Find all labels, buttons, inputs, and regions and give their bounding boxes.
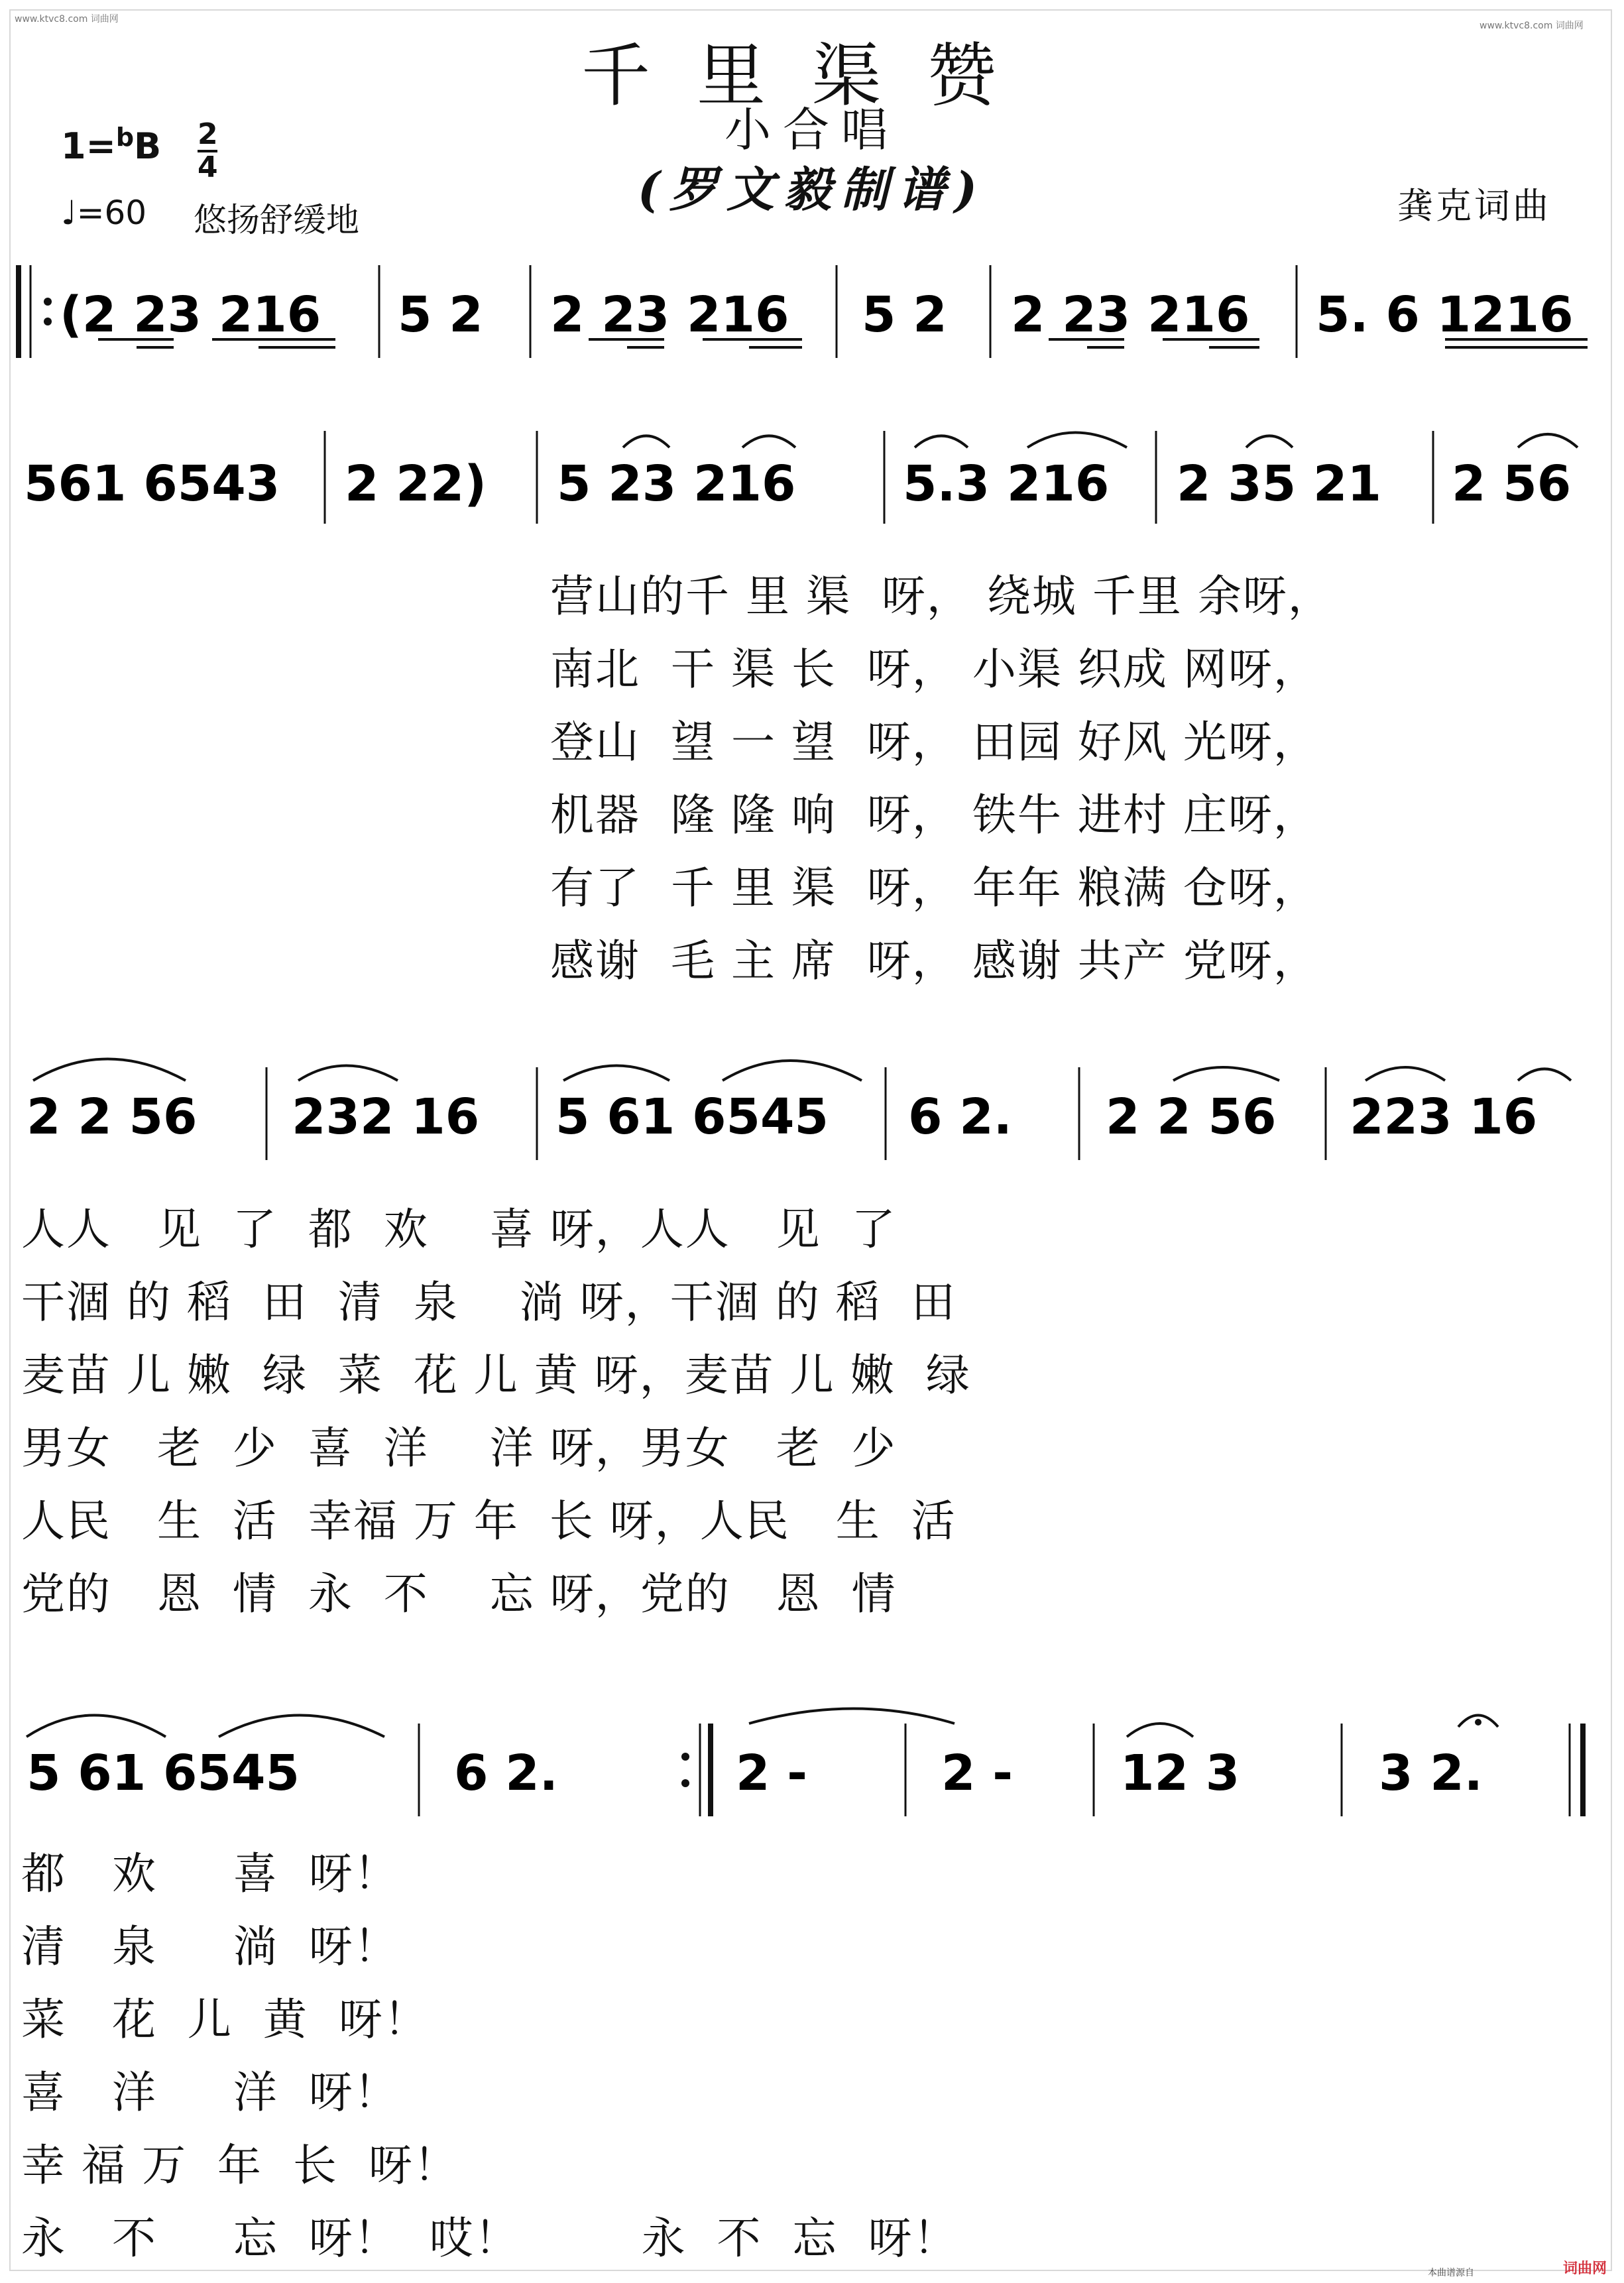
lyric-line: 干涸 的 稻 田 清 泉 淌 呀，干涸 的 稻 田 xyxy=(21,1277,957,1328)
measure-notes: 6 2. xyxy=(908,1088,1012,1145)
lyric-line: 幸 福 万 年 长 呀！ xyxy=(21,2140,459,2191)
arranger-credit: (罗文毅制谱) xyxy=(637,161,987,217)
source-note: 本曲谱源自 xyxy=(1428,2268,1474,2278)
meter-top: 2 xyxy=(198,117,218,151)
song-title: 千里渠赞 xyxy=(581,35,1043,116)
lyric-line: 感谢 毛 主 席 呀， 感谢 共产 党呀， xyxy=(550,935,1318,986)
site-url-left: www.ktvc8.com 词曲网 xyxy=(15,14,119,25)
measure-notes: 232 16 xyxy=(292,1088,480,1145)
key-prefix: 1= xyxy=(61,125,116,167)
repeat-dot xyxy=(44,298,52,306)
lyric-line: 营山的千 里 渠 呀， 绕城 千里 余呀， xyxy=(550,571,1333,622)
tempo-value: =60 xyxy=(76,194,147,232)
lyric-line: 男女 老 少 喜 洋 洋 呀，男女 老 少 xyxy=(21,1423,897,1474)
lyric-line: 麦苗 儿 嫩 绿 菜 花 儿 黄 呀，麦苗 儿 嫩 绿 xyxy=(21,1350,971,1401)
lyric-line: 喜 洋 洋 呀！ xyxy=(21,2067,399,2118)
composer-credit: 龚克词曲 xyxy=(1397,185,1551,227)
lyric-line: 永 不 忘 呀！ 哎！ 永 不 忘 呀！ xyxy=(21,2213,958,2264)
system-2 xyxy=(24,431,1578,524)
measure-notes: 5 2 xyxy=(398,286,483,343)
measure-notes: 2 - xyxy=(736,1745,807,1802)
repeat-dot xyxy=(681,1753,689,1761)
repeat-dot xyxy=(681,1779,689,1787)
lyric-line: 都 欢 喜 呀！ xyxy=(21,1848,399,1899)
site-logo: 词曲网 xyxy=(1563,2260,1607,2277)
measure-notes: 3 2. xyxy=(1379,1745,1483,1802)
fermata-dot xyxy=(1475,1719,1481,1726)
measure-notes: 2 23 216 xyxy=(550,286,789,343)
quarter-note-icon: ♩ xyxy=(61,194,77,232)
lyric-line: 南北 干 渠 长 呀， 小渠 织成 网呀， xyxy=(550,644,1318,695)
measure-notes: 2 2 56 xyxy=(1106,1088,1277,1145)
measure-notes: 5 23 216 xyxy=(557,455,796,512)
song-subtitle: 小合唱 xyxy=(725,103,899,157)
measure-notes: 223 16 xyxy=(1350,1088,1538,1145)
lyric-line: 登山 望 一 望 呀， 田园 好风 光呀， xyxy=(550,717,1318,768)
measure-notes: 5. 6 1216 xyxy=(1316,286,1574,343)
flat-accidental: b xyxy=(115,123,135,152)
measure-notes: (2 23 216 xyxy=(60,286,321,343)
measure-notes: 5 61 6545 xyxy=(27,1745,300,1802)
measure-notes: 2 23 216 xyxy=(1011,286,1250,343)
lyric-line: 清 泉 淌 呀！ xyxy=(21,1921,399,1972)
expression-mark: 悠扬舒缓地 xyxy=(194,201,359,239)
system-4 xyxy=(27,1709,1583,1817)
measure-notes: 6 2. xyxy=(454,1745,558,1802)
meter-bottom: 4 xyxy=(198,150,218,184)
measure-notes: 12 3 xyxy=(1120,1745,1240,1802)
measure-notes: 5 61 6545 xyxy=(555,1088,829,1145)
site-url-right: www.ktvc8.com 词曲网 xyxy=(1479,21,1584,31)
measure-notes: 2 22) xyxy=(345,455,487,512)
measure-notes: 2 2 56 xyxy=(27,1088,198,1145)
slur-marks xyxy=(33,1059,1571,1081)
key-note: B xyxy=(134,125,162,167)
measure-notes: 5.3 216 xyxy=(903,455,1110,512)
measure-notes: 2 35 21 xyxy=(1177,455,1381,512)
measure-notes: 561 6543 xyxy=(24,455,280,512)
lyric-line: 党的 恩 情 永 不 忘 呀，党的 恩 情 xyxy=(21,1568,897,1619)
lyric-line: 机器 隆 隆 响 呀， 铁牛 进村 庄呀， xyxy=(550,790,1318,841)
lyric-line: 有了 千 里 渠 呀， 年年 粮满 仓呀， xyxy=(550,862,1318,913)
lyric-line: 菜 花 儿 黄 呀！ xyxy=(21,1994,429,2045)
system-3 xyxy=(27,1059,1571,1161)
lyric-line: 人人 见 了 都 欢 喜 呀，人人 见 了 xyxy=(21,1204,897,1255)
measure-notes: 2 56 xyxy=(1452,455,1572,512)
slur-marks xyxy=(27,1709,1193,1737)
repeat-dot xyxy=(44,318,52,325)
measure-notes: 2 - xyxy=(941,1745,1013,1802)
measure-notes: 5 2 xyxy=(862,286,947,343)
system-1 xyxy=(19,265,1588,358)
lyric-line: 人民 生 活 幸福 万 年 长 呀，人民 生 活 xyxy=(21,1495,957,1547)
slur-marks xyxy=(623,433,1578,448)
